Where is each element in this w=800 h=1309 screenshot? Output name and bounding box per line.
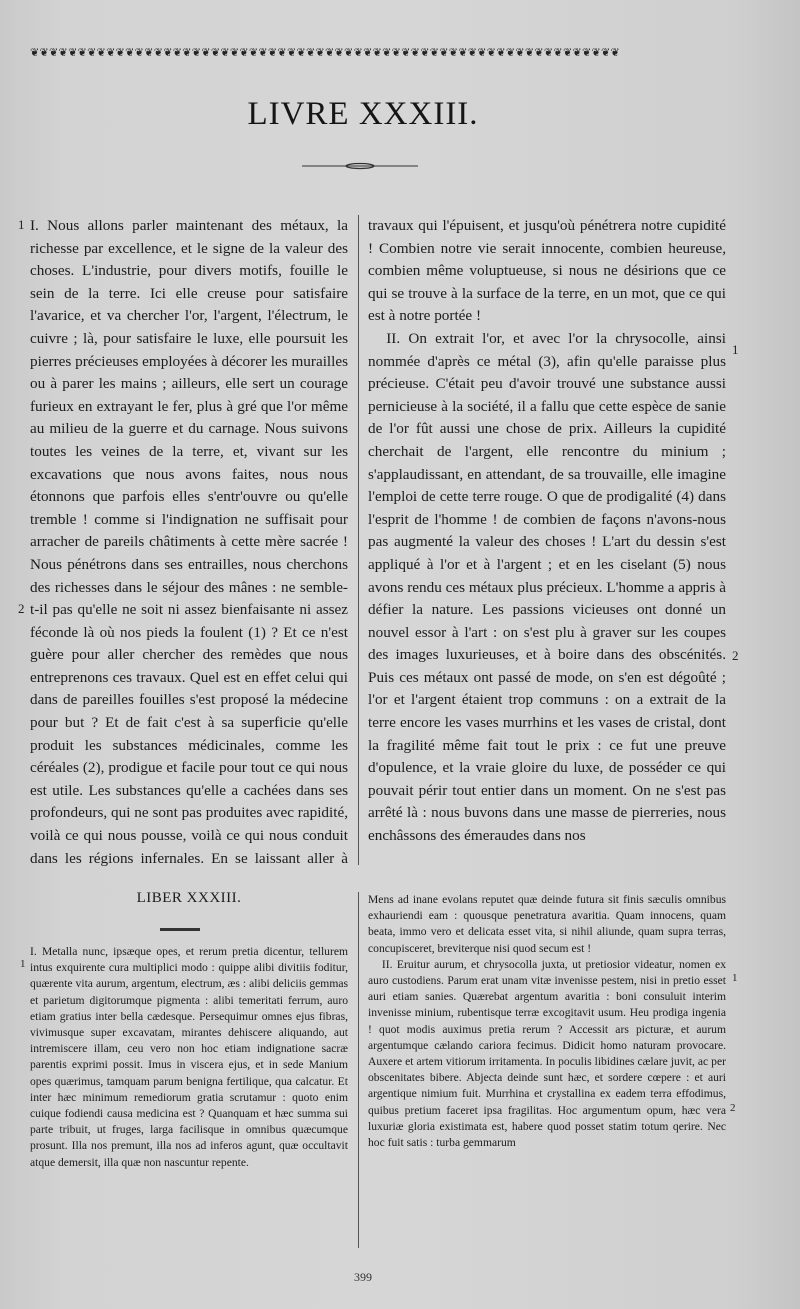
latin-right-column bbox=[368, 892, 726, 1252]
margin-note: 1 bbox=[18, 217, 25, 232]
latin-paragraph: II. Eruitur aurum, et chrysocolla juxta, ut pretiosior videatur, nomen ex auro custodiens. Parum erat unam vitæ invenisse pestem, nisi in pretio esset auri etiam sanies. Quærebat argentum avaritia : boni consuluit interim invenisse minium, rubentisque terræ excogitavit usum. Heu prodiga ingenia ! quot modis auximus pretia rerum ? Accessit ars picturæ, et aurum argentumque cælando cariora fecimus. Didicit homo naturam provocare. Auxere et artem vitiorum irritamenta. In poculis libidines cælare juvit, ac per obscenitates bibere. Abjecta deinde sunt hæc, et sordere cœpere : et auri argentique nimium fuit. Murrhina et crystallina ex eadem terra effodimus, quibus pretium faceret ipsa fragilitas. Hoc argumentum opum, hæc vera luxuriæ gloria existimata est, habere quod posset statim totum qerire. Nec hoc fuit satis : turba gemmarum bbox=[368, 957, 726, 1150]
french-paragraph: travaux qui l'épuisent, et jusqu'où pénétrera notre cupidité ! Combien notre vie serait innocente, combien heureuse, combien même voluptueuse, si nous ne désirions que ce qui se trouve à la surface de la terre, en un mot, que ce qui est à notre portée ! bbox=[368, 217, 726, 325]
latin-left-column bbox=[30, 944, 348, 1250]
margin-note: 1 bbox=[732, 342, 739, 357]
header-ornament: ❦❦❦❦❦❦❦❦❦❦❦❦❦❦❦❦❦❦❦❦❦❦❦❦❦❦❦❦❦❦❦❦❦❦❦❦❦❦❦❦❦❦❦❦❦❦❦❦❦❦❦❦❦❦❦❦❦❦❦❦❦❦ bbox=[30, 46, 621, 59]
french-right-column bbox=[368, 215, 726, 867]
latin-heading: LIBER XXXIII. bbox=[136, 890, 242, 906]
french-paragraph: II. On extrait l'or, et avec l'or la chrysocolle, ainsi nommée d'après ce métal (3), afin qu'elle paraisse plus précieuse. C'était peu d'avoir trouvé une substance aussi pernicieuse à la société, il a fallu que cette espèce de sanie de l'or fût aussi une chose de prix. Ailleurs la cupidité cherchait de l'argent, elle rencontre du minium ; s'applaudissant, en attendant, de sa trouvaille, elle imagine l'emploi de cette terre rouge. O que de prodigalité (4) dans l'esprit de l'homme ! de combien de façons n'avons-nous pas augmenté la valeur des choses ! L'art du dessin s'est appliqué à l'or et à l'argent ; et en les ciselant (5) nous avons rendu ces métaux plus précieux. L'homme a appris à défier la nature. Les passions vicieuses ont donné un nouvel essor à l'art : on s'est plu à graver sur les coupes des images luxurieuses, et à boire dans des obscénités. Puis ces métaux ont passé de mode, on s'en est dégoûté ; l'or et l'argent étaient trop communs : on a extrait de la terre encore les vases murrhins et les vases de cristal, dont la fragilité même fait tout le prix : ce fut une preuve d'opulence, et la vraie gloire du luxe, de posséder ce qui pouvait périr tout entier dans un moment. On ne s'est pas arrêté là : nous buvons dans une masse de pierreries, nous enchâssons des émeraudes dans nos bbox=[368, 329, 726, 845]
margin-note: 2 bbox=[18, 601, 25, 616]
page-number: 399 bbox=[354, 1270, 372, 1284]
column-divider bbox=[358, 892, 359, 1248]
margin-note: 1 bbox=[732, 972, 738, 984]
latin-heading-rule bbox=[160, 928, 200, 931]
page-title: LIVRE XXXIII. bbox=[247, 96, 479, 132]
french-left-column bbox=[30, 215, 348, 867]
column-divider bbox=[358, 215, 359, 865]
latin-paragraph: I. Metalla nunc, ipsæque opes, et rerum pretia dicentur, tellurem intus exquirente cura multiplici modo : quippe alibi divitiis foditur, quærente vita aurum, argentum, electrum, æs : alibi deliciis gemmas et parietum digitorumque pigmenta : alibi temeritati ferrum, auro etiam gratius inter bella cædesque. Persequimur omnes ejus fibras, vivimusque super excavatam, mirantes dehiscere aliquando, aut intremiscere illam, ceu vero non hoc etiam indignatione sacræ parentis exprimi possit. Imus in viscera ejus, et in sede Manium opes quærimus, tamquam parum benigna fertilique, qua calcatur. Et inter hæc minimum remediorum gratia scrutamur : quoto enim cuique fodiendi causa medicina est ? Quanquam et hæc summa sui parte tribuit, ut fruges, larga facilisque in omnibus quæcumque prosunt. Illa nos premunt, illa nos ad inferos agunt, quæ occultavit atque demersit, illa quæ non nascuntur repente. bbox=[30, 945, 348, 1169]
latin-paragraph: Mens ad inane evolans reputet quæ deinde futura sit finis sæculis omnibus exhauriendi eam : quousque penetratura avaritia. Quam innocens, quam beata, immo vero et delicata esset vita, si nihil aliunde, quam supra terras, concupisceret, breviterque nisi quod secum est ! bbox=[368, 893, 726, 955]
margin-note: 2 bbox=[730, 1102, 736, 1114]
french-paragraph: I. Nous allons parler maintenant des métaux, la richesse par excellence, et le signe de la valeur des choses. L'industrie, pour divers motifs, fouille le sein de la terre. Ici elle creuse pour satisfaire l'avarice, et va chercher l'or, l'argent, l'électrum, le cuivre ; là, pour satisfaire le luxe, elle poursuit les pierres précieuses employées à décorer les murailles ou à parer les mains ; ailleurs, elle sert un courage furieux en extrayant le fer, plus à gré que l'or même au milieu de la guerre et du carnage. Nous suivons toutes les veines de la terre, et, vivant sur les excavations que nous avons faites, nous nous étonnons que parfois elles s'entr'ouvre ou qu'elle tremble ! comme si l'indignation ne suffisait pour arracher de pareils châtiments à cette mère sacrée ! Nous pénétrons dans ses entrailles, nous cherchons des richesses dans le séjour des mânes : ne semble-t-il pas qu'elle ne soit ni assez bienfaisante ni assez féconde là où nos pieds la foulent (1) ? Et ce n'est guère pour aller chercher des remèdes que nous entreprenons ces travaux. Quel est en effet celui qui dans de pareilles fouilles s'est proposé la médecine pour but ? Et de fait c'est à sa superficie qu'elle produit les substances médicinales, comme les céréales (2), prodigue et facile pour tout ce qui nous est utile. Les substances qu'elle a cachées dans ses profondeurs, qui ne sont pas produites avec rapidité, voilà ce qui nous pousse, voilà ce qui nous conduit dans les régions infernales. En se laissant aller à bbox=[30, 217, 348, 867]
title-rule-ornament bbox=[300, 162, 420, 170]
margin-note: 2 bbox=[732, 648, 739, 663]
margin-note: 1 bbox=[20, 958, 26, 970]
